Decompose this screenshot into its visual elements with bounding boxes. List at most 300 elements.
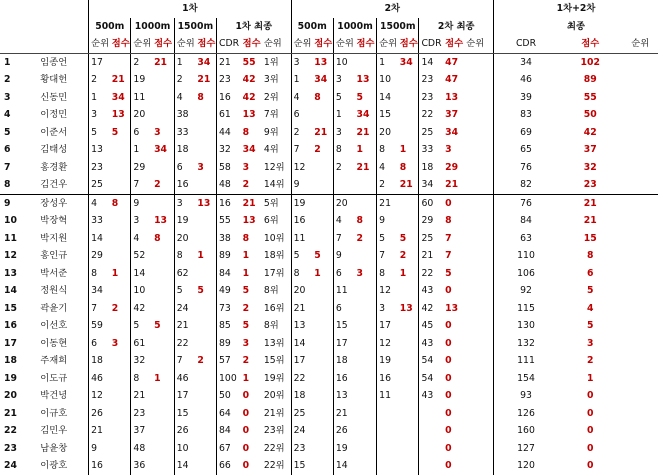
round-rank [464,247,493,265]
rank-1500: 3 [174,194,195,212]
total-cdr: 65 [494,141,558,159]
round-score: 13 [445,302,459,314]
rank-1000: 3 [131,212,152,230]
round-score: 1 [242,372,250,384]
score-1500: 5 [399,232,407,244]
score-1500: 1 [399,144,407,156]
round-rank: 12위 [263,161,285,173]
round-rank: 22위 [263,460,285,472]
rank-1000: 42 [131,300,152,318]
rank-1500: 11 [377,387,398,405]
total-cdr: 106 [494,265,558,283]
round-score: 37 [445,109,459,121]
rank-1000: 6 [333,265,354,283]
total-score: 102 [580,56,600,68]
score-500 [312,387,333,405]
score-1000: 34 [154,144,168,156]
col-rank: 순위 [622,35,658,53]
skater-name: 박장혁 [40,215,68,227]
round-rank [464,141,493,159]
score-500: 1 [111,267,119,279]
rank-1000: 36 [131,457,152,475]
skater-name: 김민우 [40,425,68,437]
rank-500: 12 [291,159,312,177]
round-rank [464,53,493,71]
rank-1500: 8 [377,265,398,283]
total-score: 21 [558,194,622,212]
round-cdr: 14 [419,53,443,71]
table-row [0,212,658,230]
table-row [0,370,658,388]
rank-1500: 3 [377,300,398,318]
score-1500 [195,422,216,440]
total-score: 0 [586,390,594,402]
total-score: 23 [583,179,597,191]
table-row [0,141,658,159]
score-1000 [355,352,377,370]
rank-1500: 5 [174,282,195,300]
score-1500: 5 [197,285,204,297]
round-cdr: 21 [419,247,443,265]
rank-1500: 9 [377,212,398,230]
rank-1500 [377,457,398,475]
rank-1500 [377,440,398,458]
total-rank [622,176,658,194]
total-rank [622,141,658,159]
score-500: 2 [314,144,321,156]
rank-1500: 15 [174,405,195,423]
skater-name: 주재희 [40,355,68,367]
col-score: 점수 [152,35,174,53]
rank-1000: 6 [131,124,152,142]
round-cdr: 23 [419,89,443,107]
score-500 [312,405,333,423]
rank-1000: 10 [333,53,354,71]
score-1500: 3 [197,161,204,173]
round-score: 0 [445,337,452,349]
score-500 [110,405,131,423]
round-cdr: 43 [419,387,443,405]
rank-1500: 17 [174,387,195,405]
r2-final-header: 2차 최종 [419,18,494,36]
r2-1000-header: 1000m [333,18,376,36]
table-row [0,282,658,300]
round-rank: 1위 [263,56,279,68]
round-cdr: 61 [217,106,241,124]
rank-500: 20 [291,282,312,300]
score-1000 [355,176,377,194]
table-row [0,247,658,265]
rank-1000: 18 [333,352,354,370]
score-1000: 5 [154,320,161,332]
rank-500: 9 [89,440,110,458]
score-1000 [355,422,377,440]
rank-500: 13 [291,317,312,335]
skater-name: 이선호 [40,320,68,332]
rank-1500: 17 [377,317,398,335]
round-score: 0 [445,407,452,419]
rank-1500: 8 [174,247,195,265]
row-rank: 6 [4,144,11,156]
round-rank: 14위 [263,179,285,191]
rank-1500: 14 [174,457,195,475]
round-rank [464,212,493,230]
table-row [0,405,658,423]
rank-1500: 26 [174,422,195,440]
score-500 [110,53,131,71]
score-500: 21 [314,126,328,138]
round-cdr: 21 [217,53,241,71]
rank-1000: 5 [333,89,354,107]
score-1500 [195,457,216,475]
total-cdr: 132 [494,335,558,353]
score-1500 [195,300,216,318]
score-1000 [355,247,377,265]
round-cdr: 64 [217,405,241,423]
score-1000 [152,247,174,265]
score-1000 [152,282,174,300]
round-cdr: 22 [419,106,443,124]
round-cdr: 34 [419,176,443,194]
row-rank: 13 [4,267,17,279]
round-cdr: 66 [217,457,241,475]
rank-1500: 10 [377,71,398,89]
round-score: 21 [445,179,459,191]
round-cdr: 89 [217,335,241,353]
skater-name: 이준서 [40,126,68,138]
round-cdr: 33 [419,141,443,159]
score-1500 [398,106,419,124]
row-rank: 21 [4,407,17,419]
score-1500 [398,124,419,142]
row-rank: 22 [4,425,17,437]
rank-1000: 20 [333,194,354,212]
rank-1500: 14 [377,89,398,107]
rank-1000: 10 [131,282,152,300]
score-500 [110,440,131,458]
score-1000: 13 [356,74,370,86]
rank-1000: 14 [131,265,152,283]
rank-500: 6 [89,335,110,353]
total-rank [622,124,658,142]
round1-header: 1차 [89,0,291,18]
skater-name: 임종언 [40,56,68,68]
score-1000 [152,422,174,440]
round-score: 3 [242,337,250,349]
total-score: 1 [586,372,594,384]
round-cdr: 25 [419,124,443,142]
round-cdr: 18 [419,159,443,177]
score-500 [110,159,131,177]
score-500: 8 [314,91,321,103]
round-cdr [419,422,443,440]
round-score: 0 [445,355,452,367]
score-1000: 13 [154,215,168,227]
total-score: 55 [583,91,597,103]
rank-1500: 12 [377,282,398,300]
rank-1000: 61 [131,335,152,353]
round-score: 1 [242,250,250,262]
round-score: 8 [242,126,250,138]
col-rank: 순위 [464,35,493,53]
table-row [0,422,658,440]
round-cdr: 43 [419,335,443,353]
row-rank: 11 [4,232,17,244]
round-score: 21 [241,194,262,212]
col-score: 점수 [110,35,131,53]
rank-500: 3 [89,106,110,124]
total-cdr: 39 [494,89,558,107]
round-cdr [419,405,443,423]
col-rank: 순위 [174,35,195,53]
score-1500: 2 [197,355,204,367]
rank-500: 24 [291,422,312,440]
score-1500 [195,317,216,335]
round-rank: 15위 [263,355,285,367]
score-500: 34 [314,74,328,86]
score-500 [312,176,333,194]
score-500: 34 [111,91,125,103]
col-rank: 순위 [131,35,152,53]
score-1500 [195,387,216,405]
score-1500 [398,387,419,405]
rank-1500: 46 [174,370,195,388]
row-rank: 5 [4,126,11,138]
score-1500 [195,230,216,248]
rank-1500: 19 [377,352,398,370]
rank-500: 18 [89,352,110,370]
table-row [0,53,658,71]
round-cdr: 23 [419,71,443,89]
skater-name: 이규호 [40,407,68,419]
rank-1000: 8 [131,370,152,388]
row-rank: 4 [4,109,11,121]
table-row [0,300,658,318]
total-score: 4 [586,302,594,314]
score-1000 [152,352,174,370]
round-cdr: 100 [217,370,241,388]
total-cdr: 93 [494,387,558,405]
score-500 [312,457,333,475]
round-cdr: 50 [217,387,241,405]
rank-500: 12 [89,387,110,405]
round-score: 5 [242,285,250,297]
rank-1500: 21 [377,194,398,212]
rank-1500: 62 [174,265,195,283]
table-row [0,335,658,353]
round-score: 0 [445,285,452,297]
score-1500: 1 [197,250,204,262]
col-score: 점수 [398,35,419,53]
rank-1000: 21 [131,387,152,405]
rank-1000: 1 [131,141,152,159]
score-1000: 21 [356,161,370,173]
round-score: 8 [445,215,452,227]
round-rank [464,176,493,194]
total-cdr: 83 [494,106,558,124]
row-rank: 19 [4,372,17,384]
total-rank [622,405,658,423]
round-cdr: 84 [217,422,241,440]
round-rank: 9위 [263,126,279,138]
row-rank: 15 [4,302,17,314]
col-rank: 순위 [333,35,354,53]
score-1500 [195,141,216,159]
rank-500: 5 [291,247,312,265]
total-rank [622,230,658,248]
round-cdr: 49 [217,282,241,300]
round-rank: 4위 [263,144,279,156]
table-row [0,106,658,124]
rank-500: 1 [89,89,110,107]
rank-1000: 11 [131,89,152,107]
total-rank [622,194,658,212]
score-1000 [152,440,174,458]
score-1000: 1 [154,372,161,384]
score-500 [110,247,131,265]
round-rank [464,387,493,405]
score-1000: 8 [356,215,363,227]
row-rank: 9 [0,194,38,212]
total-score: 5 [586,285,594,297]
rank-500: 8 [89,265,110,283]
score-1500 [195,335,216,353]
round-score: 0 [445,372,452,384]
score-500 [312,422,333,440]
round-cdr: 48 [217,176,241,194]
total-cdr: 76 [494,159,558,177]
score-1500 [398,212,419,230]
round-rank [464,457,493,475]
rank-1000: 20 [131,106,152,124]
round-score: 8 [242,232,250,244]
rank-1500: 2 [174,71,195,89]
total-rank [622,106,658,124]
rank-500: 7 [291,141,312,159]
rank-500: 9 [291,176,312,194]
rank-500: 7 [89,300,110,318]
round-score: 0 [445,390,452,402]
rank-1500: 22 [174,335,195,353]
score-1500: 21 [197,74,211,86]
score-500 [312,212,333,230]
score-1000: 34 [356,109,370,121]
skater-name: 김건우 [40,179,68,191]
r2-500-header: 500m [291,18,333,36]
total-rank [622,71,658,89]
table-row [0,71,658,89]
round-rank [464,335,493,353]
col-score: 점수 [443,35,464,53]
round-score: 2 [242,355,250,367]
round-cdr: 16 [217,89,241,107]
score-500 [110,317,131,335]
round-score: 2 [242,302,250,314]
round-rank: 16위 [263,302,285,314]
score-500: 5 [314,250,321,262]
score-1500 [398,457,419,475]
total-cdr: 92 [494,282,558,300]
score-1000 [355,440,377,458]
round-rank [464,89,493,107]
rank-1000: 21 [333,405,354,423]
total-cdr: 76 [494,194,558,212]
round-cdr: 22 [419,265,443,283]
score-500: 21 [111,74,125,86]
score-500 [110,282,131,300]
score-1500 [398,405,419,423]
rank-500: 19 [291,194,312,212]
skater-name: 신동민 [40,91,68,103]
score-1000: 3 [154,126,161,138]
total-rank [622,317,658,335]
score-1500 [398,71,419,89]
round-cdr: 58 [217,159,241,177]
score-1500: 21 [399,179,413,191]
skater-name: 홍인규 [40,250,68,262]
score-1000 [152,300,174,318]
skater-name: 홍경환 [40,161,68,173]
score-1000: 21 [154,56,168,68]
rank-1000: 14 [333,457,354,475]
score-1500 [398,335,419,353]
rank-1000: 23 [131,405,152,423]
round-cdr: 89 [217,247,241,265]
rank-1500 [377,422,398,440]
score-1000: 1 [356,144,363,156]
round-score: 0 [445,425,452,437]
round-rank [464,265,493,283]
rank-1000: 9 [131,194,152,212]
total-score: 21 [583,215,597,227]
rank-500: 33 [89,212,110,230]
total-cdr: 63 [494,230,558,248]
skater-name: 김태성 [40,144,68,156]
score-1000 [152,71,174,89]
score-500 [312,370,333,388]
total-cdr: 130 [494,317,558,335]
round-cdr: 42 [419,300,443,318]
total-rank [622,370,658,388]
score-1000 [152,265,174,283]
round-score: 7 [445,250,452,262]
score-1500 [195,370,216,388]
rank-1000: 2 [333,159,354,177]
table-row [0,352,658,370]
round-rank [464,230,493,248]
rank-1500: 21 [174,317,195,335]
total-cdr: 154 [494,370,558,388]
rank-1000: 7 [333,230,354,248]
row-rank: 14 [4,285,17,297]
rank-500: 13 [89,141,110,159]
col-score: 점수 [195,35,216,53]
rank-500: 21 [89,422,110,440]
total-rank [622,282,658,300]
rank-1000: 7 [131,176,152,194]
round-rank: 8위 [263,285,279,297]
score-500 [110,141,131,159]
score-1500 [195,265,216,283]
round-rank: 2위 [263,91,279,103]
score-1500: 13 [195,194,216,212]
table-row [0,159,658,177]
table-row [0,387,658,405]
col-score: 점수 [241,35,262,53]
rank-500: 16 [89,457,110,475]
round-score: 1 [242,267,250,279]
rank-1000: 26 [333,422,354,440]
